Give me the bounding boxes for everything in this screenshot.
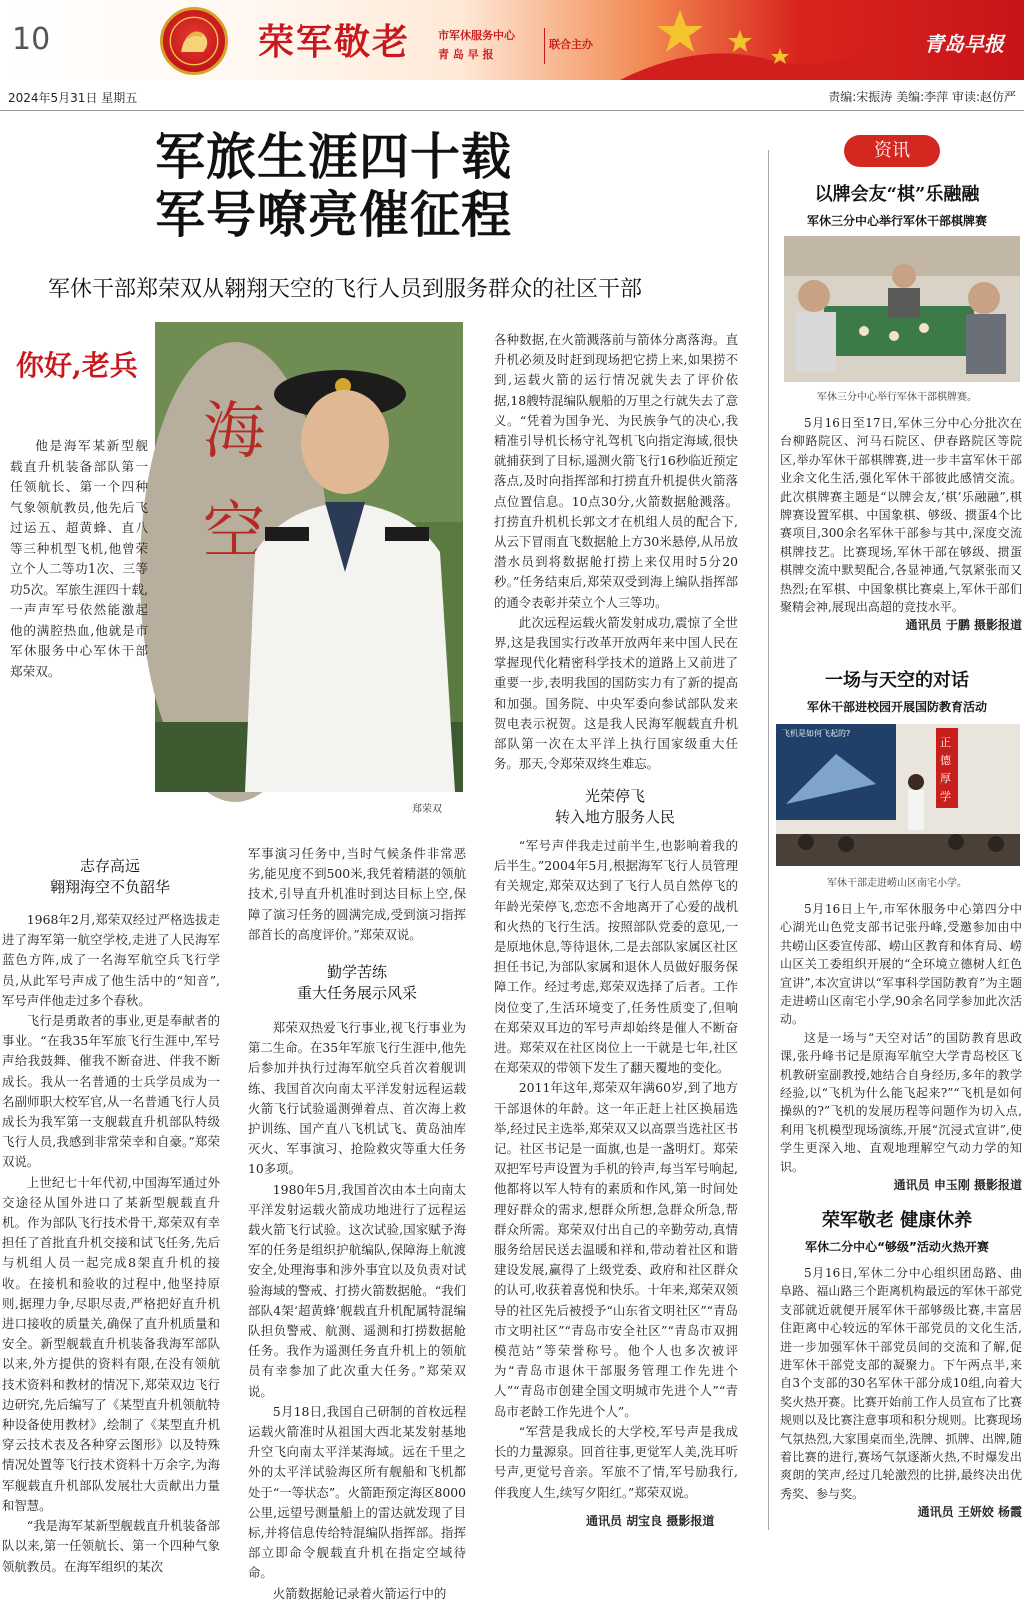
section2-body [248,1018,466,1604]
section2-lead [248,844,466,945]
news1-title: 以牌会友“棋”乐融融 [814,184,980,205]
news2-subtitle: 军休干部进校园开展国防教育活动 [806,700,987,714]
news3-subtitle: 军休二分中心“够级”活动火热开赛 [805,1240,989,1254]
soldier-emblem-icon [160,7,228,75]
news3-para: 5月16日,军休二分中心组织团岛路、曲阜路、福山路三个距离机构最远的军休干部党支部就近就便开展军休干部够级比赛,丰富居住距离中心较远的军休干部党员的文化生活,进一步加强军休干部党员间的交流和了解,促进军休干部党支部的凝聚力。下午两点半,来自3个支部的30名军休干部分成10组,向着大奖火热开赛。比赛开始前工作人员宣布了比赛规则以及比赛注意事项和积分规则。比赛现场气氛热烈,大家围桌而坐,洗牌、抓牌、出牌,随着比赛的进行,赛场气氛逐渐火热,不时爆发出爽朗的笑声,经过几轮激烈的比拼,最终决出优秀奖、参与奖。 [780,1266,1022,1501]
section2-para: 火箭数据舱记录着火箭运行中的 [272,1585,447,1601]
section3-title-line1: 光荣停飞 [584,787,645,805]
section1-para: 1968年2月,郑荣双经过严格选拔走进了海军第一航空学校,走进了人民海军蓝色方阵,成了一名海军航空兵飞行学员,从此军号声成了他生活中的“知音”,军号声伴他走过多个春秋。 [2,912,220,1008]
news1-photo [784,236,1020,382]
intro-text [10,436,148,682]
news-badge: 资讯 [844,135,940,167]
section1-para: 上世纪七十年代初,中国海军通过外交途径从国外进口了某新型舰载直升机。作为部队飞行技术骨干,郑荣双有幸担任了首批直升机交接和试飞任务,先后与机组人员一起完成8架直升机的接收。在接机和验收的过程中,他坚持原则,据理力争,尽职尽责,严格把好直升机进口接收的质量关,确保了直升机质量和安全。新型舰载直升机装备我海军部队以来,外方提供的资料有限,在没有领航技术资料和教材的情况下,郑荣双边飞行边研究,先后编写了《某型直升机领航特种设备使用教材》,绘制了《某型直升机穿云技术表及各种穿云图形》以及特殊情况处置等飞行技术资料十万余字,为海军舰载直升机部队发展壮大贡献出力量和智慧。 [2,1174,220,1513]
section1-para: 飞行是勇敢者的事业,更是奉献者的事业。“在我35年军旅飞行生涯中,军号声给我鼓舞、催我不断奋进、伴我不断成长。我从一名普通的士兵学员成为一名副师职大校军官,从一名普通飞行人员成长为我军第一支舰载直升机部队特级飞行人员,我感到非常荣幸和自豪。”郑荣双说。 [2,1013,220,1170]
banner-char-1: 正 [940,736,951,749]
portrait-photo [155,322,463,792]
news1-subtitle: 军休三分中心举行军休干部棋牌赛 [806,214,987,228]
news2-photo [776,724,1020,866]
news3-byline: 通讯员 王妍姣 杨霞 [917,1505,1022,1520]
news2-para: 这是一场与“天空对话”的国防教育思政课,张丹峰书记是原海军航空大学青岛校区飞机教研室副教授,她结合自身经历,多年的教学经验,以“飞机为什么能飞起来?”“飞机是如何操纵的?”飞机的发展历程等问题作为切入点,利用飞机模型现场演练,开展“沉浸式宣讲”,使学生更深入地、直观地理解空气动力学的知识。 [780,1030,1022,1174]
section3-para: 2011年这年,郑荣双年满60岁,到了地方干部退休的年龄。这一年正赶上社区换届选举,经过民主选举,郑荣双又以高票当选社区书记。社区书记是一面旗,也是一盏明灯。郑荣双把军号声设置为手机的铃声,每当军号响起,他都将以军人特有的素质和作风,第一时间处理好群众的需求,想群众所想,急群众所急,帮群众所需。郑荣双付出自己的辛勤劳动,真情服务给居民送去温暖和祥和,带动着社区和谐建设发展,赢得了上级党委、政府和社区群众的认可,收获着喜悦和快乐。十年来,郑荣双领导的社区先后被授予“山东省文明社区”“青岛市文明社区”“青岛市安全社区”“青岛市双拥模范站”等荣誉称号。他个人也多次被评为“青岛市退休干部服务管理工作先进个人”“青岛市创建全国文明城市先进个人”“青岛市老龄工作先进个人”。 [494,1080,738,1419]
column-title: 荣军敬老 [258,21,411,63]
news1-body [780,414,1022,635]
column-tag: 你好,老兵 [6,342,148,386]
news3-title: 荣军敬老 健康休养 [821,1210,973,1231]
section3-lead [494,330,738,774]
subheadline: 军休干部郑荣双从翱翔天空的飞行人员到服务群众的社区干部 [48,277,643,302]
section3-para: “军号声伴我走过前半生,也影响着我的后半生。”2004年5月,根据海军飞行人员管理有关规定,郑荣双达到了飞行人员自然停飞的年龄光荣停飞,恋恋不舍地离开了心爱的战机和火热的飞行生活。按照部队党委的意见,一是原地休息,等待退休,二是去部队家属区社区担任书记,为部队家属和退休人员做好服务保障工作。经过考虑,郑荣双选择了后者。工作岗位变了,生活环境变了,任务性质变了,但响在郑荣双耳边的军号声却始终是催人不断奋进。郑荣双在社区岗位上一干就是七年,社区在郑荣双的带领下发生了翻天覆地的变化。 [494,838,738,1076]
newspaper-logo: 青岛早报 [924,32,1004,56]
header-rule [0,110,1024,111]
section2-para: 郑荣双热爱飞行事业,视飞行事业为第二生命。在35年军旅飞行生涯中,他先后参加并执行过海军航空兵首次着舰训练、我国首次向南太平洋发射远程运载火箭飞行试验遥测弹着点、首次海上救护训练、国产直八飞机试飞、黄岛油库灭火、军事演习、抢险救灾等重大任务10多项。 [248,1020,466,1177]
screen-heading: 飞机是如何飞起的? [782,729,851,738]
organizer-names [438,26,515,64]
section2-title-line2: 重大任务展示风采 [296,984,417,1002]
star-flag-decoration [620,0,880,80]
news1-caption: 军休三分中心举行军休干部棋牌赛。 [817,392,977,403]
news1-para: 5月16日至17日,军休三分中心分批次在台柳路院区、河马石院区、伊春路院区等院区,举办军休干部棋牌赛,进一步丰富军休干部业余文化生活,强化军休干部彼此感情交流。此次棋牌赛主题是“以牌会友,‘棋’乐融融”,棋牌赛设置军棋、中国象棋、够级、掼蛋4个比赛项目,300余名军休干部参与其中,深度交流棋牌技艺。比赛现场,军休干部在够级、掼蛋棋牌交流中默契配合,各显神通,气氛紧张而又热烈;在军棋、中国象棋比赛桌上,军休干部们聚精会神,展现出高超的竞技水平。 [780,416,1022,615]
section2-title [250,962,464,1004]
section2-title-line1: 勤学苦练 [326,963,387,981]
section1-para: “我是海军某新型舰载直升机装备部队以来,第一任领航长、第一个四种气象领航教员。在海军组织的某次 [2,1518,220,1574]
intro-paragraph: 他是海军某新型舰载直升机装备部队第一任领航长、第一个四种气象领航教员,他先后飞过运五、超黄蜂、直八等三种机型飞机,他曾荣立个人二等功1次、三等功5次。军旅生涯四十载,一声声军号依然能激起他的满腔热血,他就是市军休服务中心军休干部郑荣双。 [10,438,148,679]
article-byline: 通讯员 胡宝良 摄影报道 [586,1514,715,1528]
section3-title-line2: 转入地方服务人民 [554,808,675,826]
photo-caption: 郑荣双 [412,804,442,815]
page-number: 10 [12,22,51,57]
section3-para: “军营是我成长的大学校,军号声是我成长的力量源泉。回首往事,更觉军人美,洗耳听号声,更觉号音亲。军旅不了情,军号励我行,伴我度人生,续写夕阳红。”郑荣双说。 [494,1423,738,1500]
news1-byline: 通讯员 于鹏 摄影报道 [905,618,1022,633]
section2-para: 1980年5月,我国首次由本土向南太平洋发射运载火箭成功地进行了远程运载火箭飞行试验。这次试验,国家赋予海军的任务是组织护航编队,保障海上航渡安全,处理海事和涉外事宜以及负责对试验海域的警戒、打捞火箭数据舱。“我们部队4架‘超黄蜂’舰载直升机配属特混编队担负警戒、航测、遥测和打捞数据舱任务。我作为遥测任务直升机上的领航员有幸参加了此次重大任务。”郑荣双说。 [248,1181,466,1399]
section3-lead-para: 此次远程运载火箭发射成功,震惊了全世界,这是我国实行改革开放两年来中国人民在掌握现代化精密科学技术的道路上又前进了重要一步,表明我国的国防实力有了新的提高和加强。国务院、中央军委向参试部队发来贺电表示祝贺。这是我人民海军舰载直升机部队第一次在太平洋上执行国家级重大任务。那天,令郑荣双终生难忘。 [494,614,738,772]
organizer-1: 市军休服务中心 [438,29,515,42]
news2-byline: 通讯员 申玉刚 摄影报道 [893,1178,1022,1193]
headline-line-1: 军旅生涯四十载 [155,128,512,186]
news2-caption: 军休干部走进崂山区南宅小学。 [827,878,967,889]
organizer-divider [544,28,545,64]
section1-title [10,856,210,898]
stone-char-2: 空 [203,494,266,567]
news3-body [780,1264,1022,1522]
banner-char-4: 学 [940,790,951,803]
news2-body [780,900,1022,1195]
section1-body [2,910,220,1577]
joint-host-label: 联合主办 [549,38,593,51]
section3-body [494,836,738,1503]
editor-credits: 责编:宋振涛 美编:李萍 审读:赵仿严 [828,90,1016,104]
section3-title [500,786,730,828]
news2-title: 一场与天空的对话 [825,670,969,691]
headline [155,128,715,244]
banner-char-3: 厚 [940,772,951,785]
organizer-2: 青 岛 早 报 [438,48,494,61]
section2-para: 5月18日,我国自己研制的首枚远程运载火箭准时从祖国大西北某发射基地升空飞向南太平洋某海域。远在千里之外的太平洋试验海区所有舰船和飞机都处于“一等状态”。火箭距预定海区8000公里,远望号测量船上的雷达就发现了目标,并将信息传给特混编队指挥部。指挥部立即命令舰载直升机在指定空域待命。 [248,1403,466,1581]
section3-lead-para: 各种数据,在火箭溅落前与箭体分离落海。直升机必须及时赶到现场把它捞上来,如果捞不到,运载火箭的运行情况就失去了评价依据,18艘特混编队舰船的万里之行就失去了意义。“凭着为国争光、为民族争气的决心,我精准引导机长杨守礼驾机飞向指定海域,很快就捕获到了目标,遥测火箭飞行16秒临近预定落点,及时向指挥部和打捞直升机提供火箭落点位置信息。10点30分,火箭数据舱溅落。打捞直升机机长郭文才在机组人员的配合下,从云下冒雨直飞数据舱上方30米悬停,从吊放潜水员到将数据舱打捞上来仅用时5分20秒。”任务结束后,郑荣双受到海上编队指挥部的通令表彰并荣立个人三等功。 [494,332,738,610]
section1-title-line1: 志存高远 [79,857,140,875]
issue-date: 2024年5月31日 星期五 [8,91,138,105]
headline-line-2: 军号嘹亮催征程 [155,186,512,244]
stone-char-1: 海 [203,394,266,467]
banner-char-2: 德 [940,754,951,767]
news2-para: 5月16日上午,市军休服务中心第四分中心湖光山色党支部书记张丹峰,受邀参加由中共崂山区委宣传部、崂山区教育和体育局、崂山区关工委组织开展的“全环境立德树人红色宣讲”,本次宣讲以“军事科学国防教育”为主题走进崂山区南宅小学,90余名同学参加此次活动。 [780,902,1022,1027]
section2-lead-para: 军事演习任务中,当时气候条件非常恶劣,能见度不到500米,我凭着精湛的领航技术,引导直升机准时到达目标上空,保障了演习任务的圆满完成,受到演习指挥部首长的高度评价。”郑荣双说。 [248,846,466,942]
section1-title-line2: 翱翔海空不负韶华 [49,878,170,896]
